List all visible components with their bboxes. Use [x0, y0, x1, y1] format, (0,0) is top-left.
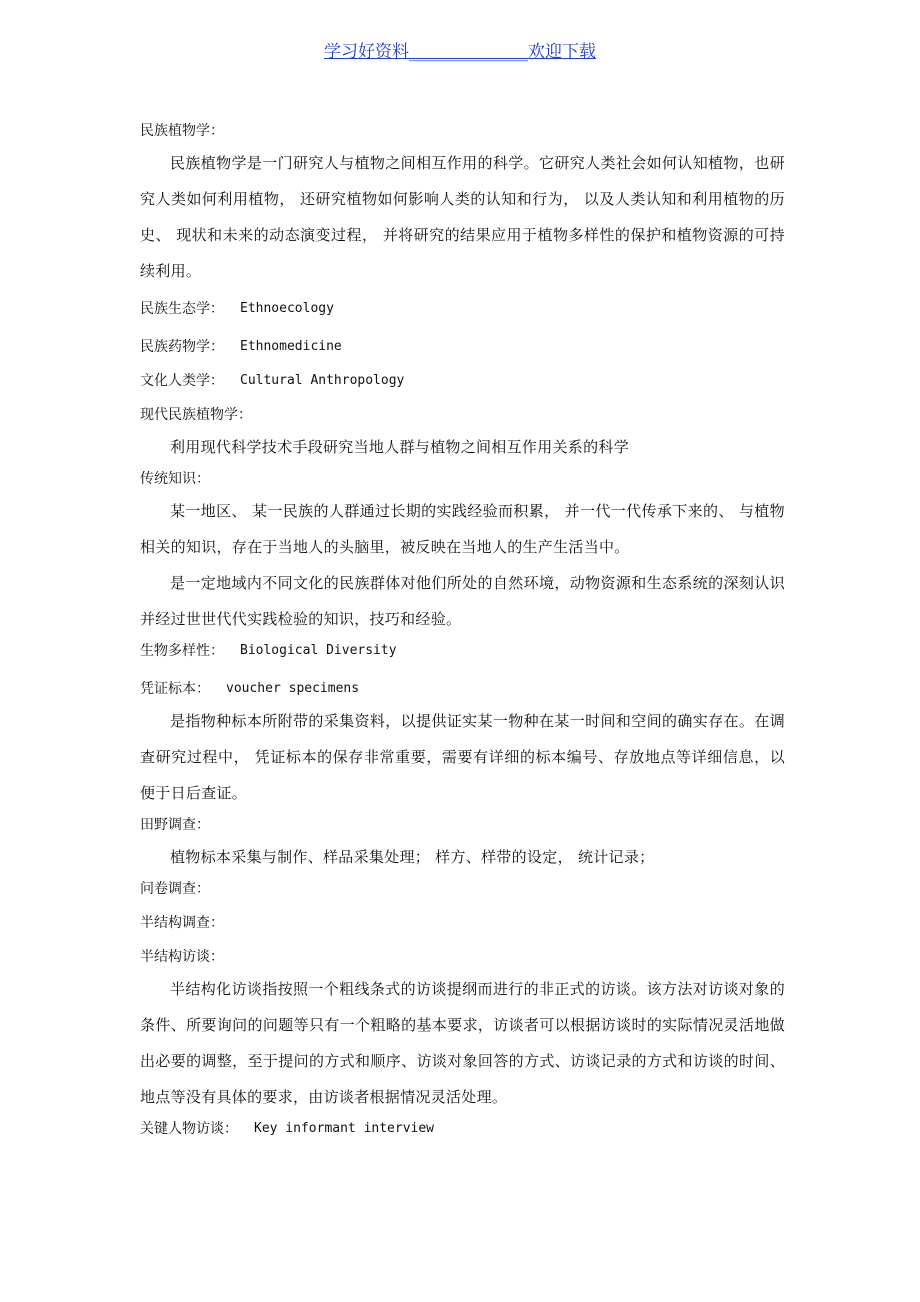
paragraph-traditional-knowledge-1: 某一地区、 某一民族的人群通过长期的实践经验而积累， 并一代一代传承下来的、 与植物相关的知识，存在于当地人的头脑里，被反映在当地人的生产生活当中。: [140, 502, 785, 556]
term-ethnoecology: [140, 295, 785, 323]
term-title: 民族植物学：: [140, 123, 224, 139]
term-title: 民族生态学：: [140, 301, 224, 317]
term-title: 传统知识：: [140, 471, 210, 487]
term-title: 民族药物学：: [140, 339, 224, 355]
paragraph-traditional-knowledge-2: 是一定地域内不同文化的民族群体对他们所处的自然环境，动物资源和生态系统的深刻认识并经过世世代代实践检验的知识，技巧和经验。: [140, 574, 785, 628]
term-questionnaire: [140, 875, 785, 903]
term-cultural-anthropology: [140, 367, 785, 395]
header-separator: ______________: [409, 42, 528, 62]
document-body: [140, 117, 785, 1143]
paragraph-semi-structured-interview: 半结构化访谈指按照一个粗线条式的访谈提纲而进行的非正式的访谈。该方法对访谈对象的条件、所要询问的问题等只有一个粗略的基本要求，访谈者可以根据访谈时的实际情况灵活地做出必要的调整，至于提问的方式和顺序、访谈对象回答的方式、访谈记录的方式和访谈的时间、地点等没有具体的要求，由访谈者根据情况灵活处理。: [140, 980, 785, 1106]
term-field-survey: [140, 811, 785, 839]
term-title: 现代民族植物学：: [140, 407, 252, 423]
term-biodiversity: [140, 637, 785, 665]
term-english: Key informant interview: [254, 1121, 435, 1136]
term-english: Biological Diversity: [240, 643, 397, 658]
term-ethnomedicine: [140, 333, 785, 361]
term-title: 凭证标本：: [140, 681, 210, 697]
term-title: 半结构访谈：: [140, 949, 224, 965]
term-traditional-knowledge: [140, 465, 785, 493]
term-ethnobotany: [140, 117, 785, 145]
term-english: voucher specimens: [226, 681, 360, 696]
term-english: Ethnomedicine: [240, 339, 342, 354]
term-title: 关键人物访谈：: [140, 1121, 238, 1137]
paragraph-field-survey: 植物标本采集与制作、样品采集处理； 样方、样带的设定， 统计记录；: [170, 848, 655, 866]
term-title: 文化人类学：: [140, 373, 224, 389]
term-key-informant-interview: [140, 1115, 785, 1143]
term-title: 问卷调查：: [140, 881, 210, 897]
term-english: Ethnoecology: [240, 301, 334, 316]
page-header: [0, 38, 920, 66]
paragraph-modern-ethnobotany: 利用现代科学技术手段研究当地人群与植物之间相互作用关系的科学: [170, 438, 630, 456]
term-modern-ethnobotany: [140, 401, 785, 429]
term-semi-structured-survey: [140, 909, 785, 937]
header-link-download[interactable]: 欢迎下载: [528, 42, 596, 62]
term-title: 半结构调查：: [140, 915, 224, 931]
term-voucher-specimens: [140, 675, 785, 703]
term-semi-structured-interview: [140, 943, 785, 971]
header-link-study[interactable]: 学习好资料: [324, 42, 409, 62]
paragraph-voucher-specimens: 是指物种标本所附带的采集资料，以提供证实某一物种在某一时间和空间的确实存在。在调查研究过程中， 凭证标本的保存非常重要，需要有详细的标本编号、存放地点等详细信息，以便于日后查证。: [140, 712, 785, 802]
paragraph-ethnobotany: 民族植物学是一门研究人与植物之间相互作用的科学。它研究人类社会如何认知植物，也研究人类如何利用植物， 还研究植物如何影响人类的认知和行为， 以及人类认知和利用植物的历史、 现状和未来的动态演变过程， 并将研究的结果应用于植物多样性的保护和植物资源的可持续利用。: [140, 154, 785, 280]
term-english: Cultural Anthropology: [240, 373, 405, 388]
term-title: 生物多样性：: [140, 643, 224, 659]
term-title: 田野调查：: [140, 817, 210, 833]
